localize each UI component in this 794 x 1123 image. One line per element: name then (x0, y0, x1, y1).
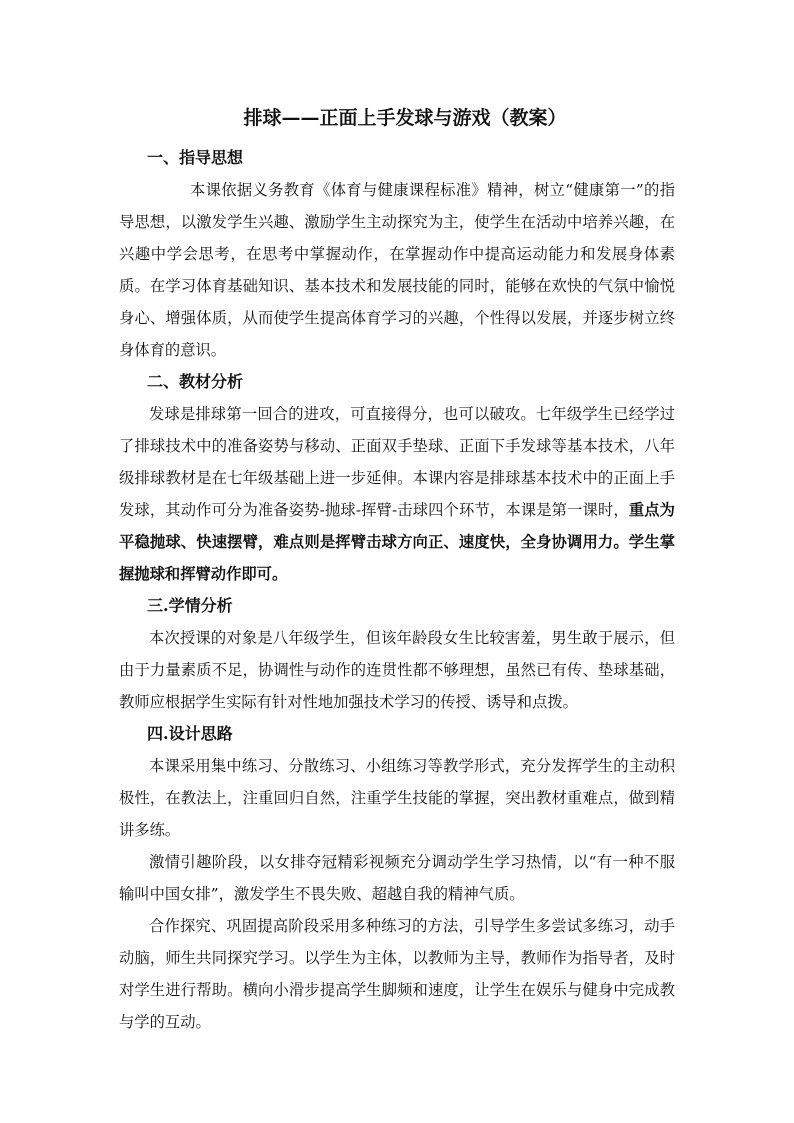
paragraph-bold-text: 重点为平稳抛球、快速摆臂，难点则是挥臂击球方向正、速度快，全身协调用力。学生掌握抛球和挥臂动作即可。 (119, 501, 675, 583)
section-paragraph: 本课依据义务教育《体育与健康课程标准》精神，树立“健康第一”的指导思想，以激发学生兴趣、激励学生主动探究为主，使学生在活动中培养兴趣，在兴趣中学会思考，在思考中掌握动作，在掌握动作中提高运动能力和发展身体素质。在学习体育基础知识、基本技术和发展技能的同时，能够在欢快的气氛中愉悦身心、增强体质，从而使学生提高体育学习的兴趣，个性得以发展，并逐步树立终身体育的意识。 (119, 181, 675, 359)
section-paragraph: 本次授课的对象是八年级学生，但该年龄段女生比较害羞，男生敢于展示，但由于力量素质不足，协调性与动作的连贯性都不够理想，虽然已有传、垫球基础，教师应根据学生实际有针对性地加强技术学习的传授、诱导和点拨。 (119, 629, 675, 711)
section-paragraph: 合作探究、巩固提高阶段采用多种练习的方法，引导学生多尝试多练习，动手动脑，师生共同探究学习。以学生为主体，以教师为主导，教师作为指导者，及时对学生进行帮助。横向小滑步提高学生脚频和速度，让学生在娱乐与健身中完成教与学的互动。 (119, 917, 675, 1031)
section-guiding-ideology (119, 142, 675, 366)
section-material-analysis (119, 366, 675, 590)
section-paragraph (119, 398, 675, 590)
section-paragraph: 本课采用集中练习、分散练习、小组练习等教学形式，充分发挥学生的主动积极性，在教法上，注重回归自然，注重学生技能的掌握，突出教材重难点，做到精讲多练。 (119, 757, 675, 839)
section-heading: 二、教材分析 (147, 372, 244, 391)
section-design-ideas (119, 718, 675, 1038)
section-student-analysis (119, 590, 675, 718)
section-heading: 一、指导思想 (147, 148, 244, 167)
section-heading: 四.设计思路 (147, 724, 233, 743)
section-paragraph: 激情引趣阶段，以女排夺冠精彩视频充分调动学生学习热情，以“有一种不服输叫中国女排”，激发学生不畏失败、超越自我的精神气质。 (119, 853, 675, 903)
section-heading: 三.学情分析 (147, 596, 233, 615)
document-title: 排球——正面上手发球与游戏（教案） (243, 107, 567, 129)
paragraph-normal-text: 发球是排球第一回合的进攻，可直接得分，也可以破攻。七年级学生已经学过了排球技术中的准备姿势与移动、正面双手垫球、正面下手发球等基本技术，八年级排球教材是在七年级基础上进一步延伸。本课内容是排球基本技术中的正面上手发球，其动作可分为准备姿势-抛球-挥臂-击球四个环节，本课是第一课时， (119, 405, 675, 519)
